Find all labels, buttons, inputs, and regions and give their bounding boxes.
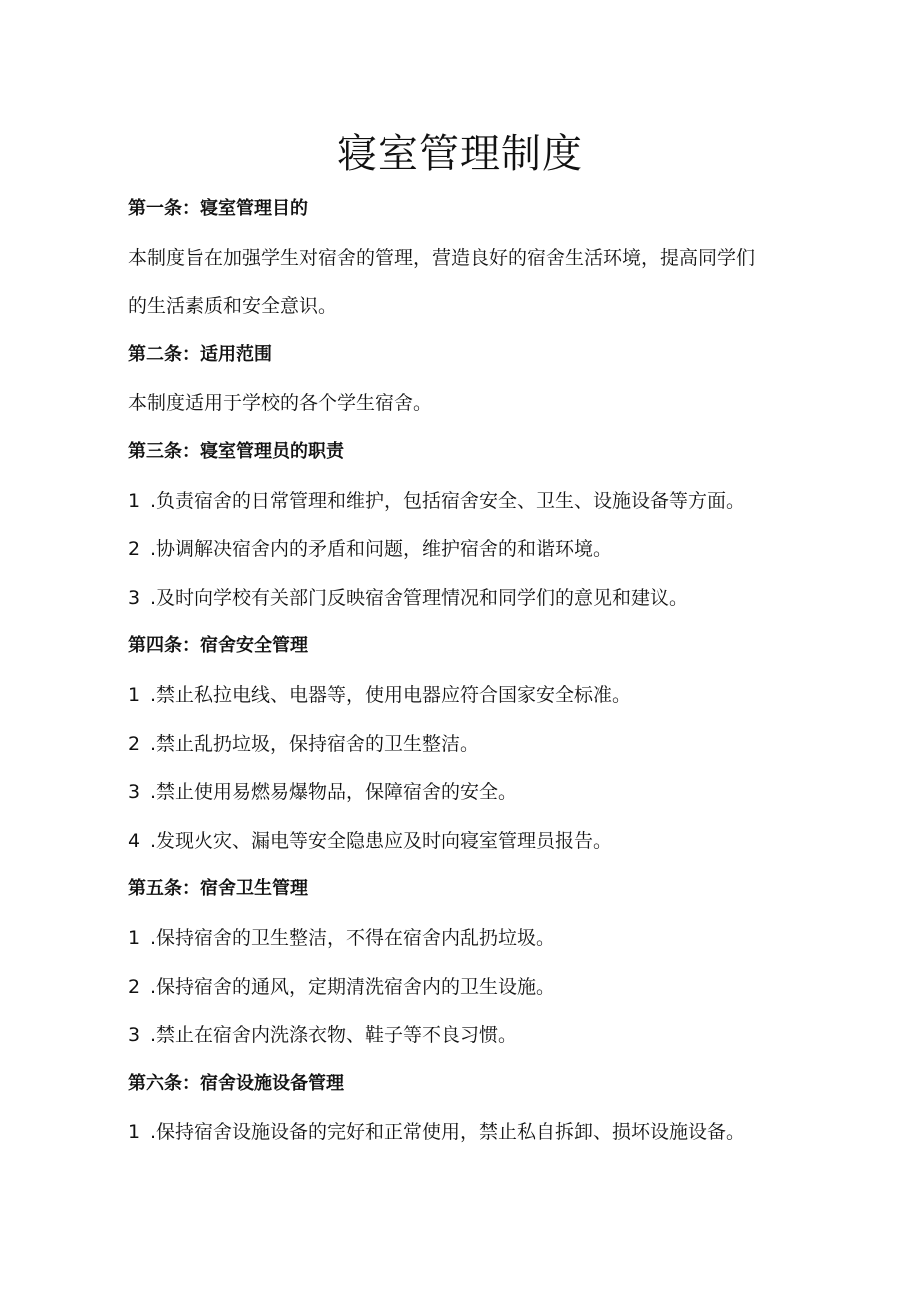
list-item-number: 1 [128, 683, 141, 706]
paragraph-line: 本制度旨在加强学生对宿舍的管理，营造良好的宿舍生活环境，提高同学们 [128, 246, 756, 269]
list-item-number: 1 [128, 926, 141, 949]
section-heading: 第一条：寝室管理目的 [128, 198, 308, 219]
list-item [128, 728, 808, 777]
list-item [128, 533, 808, 582]
section-heading: 第五条：宿舍卫生管理 [128, 878, 308, 900]
list-item-text: .禁止私拉电线、电器等，使用电器应符合国家安全标准。 [150, 683, 632, 706]
list-item [128, 922, 808, 971]
list-item-number: 4 [128, 829, 141, 852]
list-item [128, 971, 808, 1020]
list-item-number: 1 [128, 1121, 141, 1144]
section-heading: 第三条：寝室管理员的职责 [128, 440, 344, 462]
paragraph-line: 的生活素质和安全意识。 [128, 295, 338, 318]
list-item-text: .发现火灾、漏电等安全隐患应及时向寝室管理员报告。 [150, 829, 613, 852]
document-title: 寝室管理制度 [337, 131, 583, 177]
list-item-text: .禁止使用易燃易爆物品，保障宿舍的安全。 [150, 781, 518, 804]
list-item-text: .负责宿舍的日常管理和维护，包括宿舍安全、卫生、设施设备等方面。 [150, 489, 746, 512]
list-item [128, 825, 808, 874]
list-item-number: 3 [128, 1024, 141, 1047]
list-item-number: 3 [128, 781, 141, 804]
list-item-text: .禁止在宿舍内洗涤衣物、鞋子等不良习惯。 [150, 1024, 518, 1047]
list-item-text: .及时向学校有关部门反映宿舍管理情况和同学们的意见和建议。 [150, 586, 689, 609]
section-heading: 第四条：宿舍安全管理 [128, 635, 308, 657]
list-item-number: 3 [128, 586, 141, 609]
section-heading: 第六条：宿舍设施设备管理 [128, 1072, 344, 1094]
list-item-text: .保持宿舍设施设备的完好和正常使用，禁止私自拆卸、损坏设施设备。 [150, 1121, 746, 1144]
list-item [128, 679, 808, 728]
list-item [128, 485, 808, 534]
list-item-text: .保持宿舍的通风，定期清洗宿舍内的卫生设施。 [150, 975, 556, 998]
list-item [128, 582, 808, 631]
list-item-number: 2 [128, 975, 141, 998]
list-item-text: .保持宿舍的卫生整洁，不得在宿舍内乱扔垃圾。 [150, 926, 556, 949]
paragraph-line: 本制度适用于学校的各个学生宿舍。 [128, 392, 433, 415]
list-item-number: 1 [128, 489, 141, 512]
list-item-number: 2 [128, 732, 141, 755]
document-body [128, 193, 808, 1165]
list-item-text: .协调解决宿舍内的矛盾和问题，维护宿舍的和谐环境。 [150, 538, 613, 561]
list-item-number: 2 [128, 538, 141, 561]
list-item [128, 1019, 808, 1068]
section-heading: 第二条：适用范围 [128, 343, 272, 365]
list-item [128, 1116, 808, 1165]
list-item [128, 776, 808, 825]
list-item-text: .禁止乱扔垃圾，保持宿舍的卫生整洁。 [150, 732, 480, 755]
